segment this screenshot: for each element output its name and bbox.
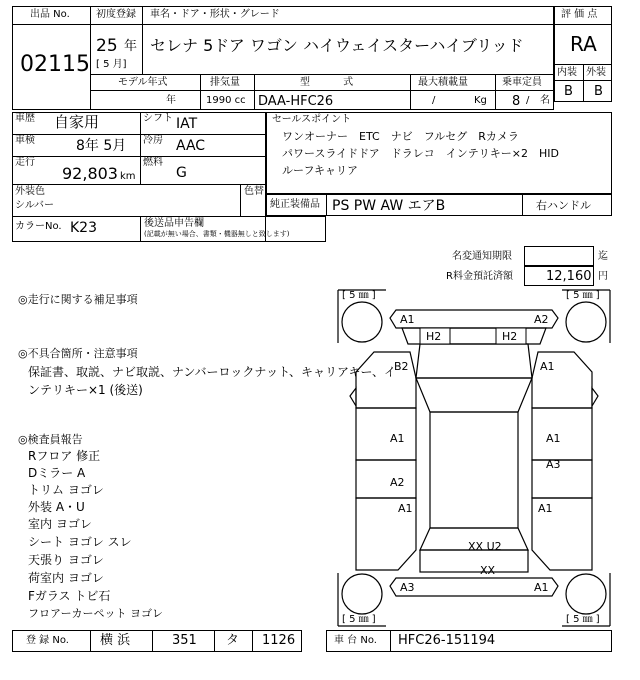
back-door (420, 550, 528, 572)
ac-label: 冷房 (143, 135, 163, 146)
inspector-line-2: Dミラー A (28, 466, 86, 480)
inspector-line-9: Fガラス トビ石 (28, 589, 111, 603)
model-year-unit: 年 (166, 95, 176, 106)
inspection-label: 車検 (15, 135, 35, 146)
tire-rear-left-depth: [ 5 ㎜ ] (342, 614, 376, 625)
color-no-label: カラーNo. (15, 221, 62, 232)
rear-door-right (532, 460, 592, 498)
max-load-value: / (432, 95, 436, 106)
first-reg-year: 25 (96, 36, 118, 56)
inspector-line-8: 荷室内 ヨゴレ (28, 571, 104, 585)
windshield (416, 378, 532, 412)
chassis-number: HFC26-151194 (398, 633, 496, 648)
mark-rear-bumper-right: A1 (534, 581, 549, 594)
defects-title: ◎不具合箇所・注意事項 (18, 347, 138, 360)
equipment-value: PS PW AW エアB (332, 198, 446, 214)
model-code: DAA-HFC26 (258, 94, 334, 109)
front-bumper (390, 310, 558, 328)
rear-door-left (356, 460, 416, 498)
name-change-unit: 迄 (598, 251, 608, 262)
mark-rear-door-left: A2 (390, 476, 405, 489)
mileage-unit: km (120, 171, 136, 182)
hood (416, 344, 532, 378)
inspector-line-7: 天張り ヨゴレ (28, 553, 104, 567)
inspector-title: ◎検査員報告 (18, 433, 83, 446)
inspector-line-5: 室内 ヨゴレ (28, 517, 92, 531)
chassis-label: 車 台 No. (334, 635, 377, 646)
lot-label: 出品 No. (30, 9, 70, 20)
running-notes-title: ◎走行に関する補足事項 (18, 293, 138, 306)
color-change-label: 色替 (244, 186, 264, 197)
exterior-label: 外装 (586, 67, 606, 78)
mark-front-fender-left: B2 (394, 360, 409, 373)
wheel-front-right (566, 302, 606, 342)
car-name: セレナ 5ドア ワゴン ハイウェイスターハイブリッド (150, 36, 524, 55)
front-door-left (356, 408, 416, 460)
shift-label: シフト (143, 113, 173, 124)
mark-back-door: XX (480, 564, 496, 577)
max-load-unit: Kg (474, 95, 487, 106)
displacement-value: 1990 cc (206, 95, 246, 106)
registration-kana: タ (226, 633, 240, 648)
inspector-line-1: Rフロア 修正 (28, 449, 101, 463)
tire-front-left-depth: [ 5 ㎜ ] (342, 290, 376, 301)
tire-front-right-depth: [ 5 ㎜ ] (566, 290, 600, 301)
exterior-grade: B (594, 84, 603, 99)
fuel-label: 燃料 (143, 157, 163, 168)
mark-front-bumper-left: A1 (400, 313, 415, 326)
name-change-label: 名変通知期限 (452, 251, 512, 262)
sales-line-2: パワースライドドア ドラレコ インテリキー×2 HID (282, 147, 559, 160)
model-label: 型 式 (300, 77, 354, 88)
mark-rear-door-right: A3 (546, 458, 561, 471)
mark-roof-rear: XX U2 (468, 540, 502, 553)
mirror-right (592, 388, 598, 406)
capacity-unit: 名 (540, 95, 550, 106)
inspector-line-3: トリム ヨゴレ (28, 483, 104, 497)
wheel-front-left (342, 302, 382, 342)
tire-rear-right-depth: [ 5 ㎜ ] (566, 614, 600, 625)
roof (430, 412, 518, 528)
shift-value: IAT (176, 116, 198, 132)
capacity-sep: / (526, 95, 530, 106)
history-label: 車歴 (15, 113, 35, 124)
sales-line-3: ルーフキャリア (282, 164, 359, 177)
registration-number: 1126 (262, 633, 296, 648)
displacement-label: 排気量 (210, 77, 240, 88)
equipment-label: 純正装備品 (270, 199, 320, 210)
first-reg-month: [ 5 月] (96, 59, 127, 70)
mark-front-fender-right: A1 (540, 360, 555, 373)
mirror-left (350, 388, 356, 406)
defects-line-2: ンテリキー×1 (後送) (28, 383, 143, 397)
recycle-unit: 円 (598, 271, 608, 282)
inspector-line-6: シート ヨゴレ スレ (28, 535, 132, 549)
fuel-value: G (176, 165, 187, 181)
name-change-box (524, 246, 594, 266)
defects-line-1: 保証書、取説、ナビ取説、ナンバーロックナット、キャリアキー、イ (28, 365, 397, 379)
color-value: シルバー (15, 200, 55, 211)
car-damage-diagram (336, 288, 612, 628)
grade-label: 評 価 点 (561, 9, 598, 20)
mark-front-bumper-right: A2 (534, 313, 549, 326)
rear-bumper (390, 578, 558, 596)
inspector-line-10: フロアーカーペット ヨゴレ (28, 607, 163, 620)
mark-grille-right: H2 (502, 330, 518, 343)
recycle-value: 12,160 (546, 269, 592, 284)
aftermarket-note: (記載が無い場合、書類・機器無しと致します) (144, 230, 290, 238)
first-reg-label: 初度登録 (96, 9, 136, 20)
interior-label: 内装 (557, 67, 577, 78)
wheel-rear-right (566, 574, 606, 614)
first-reg-year-unit: 年 (124, 39, 138, 54)
tire-brackets (338, 290, 610, 626)
car-name-label: 車名・ドア・形状・グレード (150, 9, 280, 20)
model-year-label: モデル年式 (118, 77, 168, 88)
mark-grille-left: H2 (426, 330, 442, 343)
mark-rear-bumper-left: A3 (400, 581, 415, 594)
wheel-rear-left (342, 574, 382, 614)
inspector-line-4: 外装 A・U (28, 500, 85, 514)
color-label: 外装色 (15, 186, 45, 197)
ac-value: AAC (176, 138, 206, 154)
interior-grade: B (564, 84, 573, 99)
front-door-right (532, 408, 592, 460)
inspection-value: 8年 5月 (76, 138, 127, 154)
mark-rear-fender-right: A1 (538, 502, 553, 515)
recycle-label: R料金預託済額 (446, 271, 513, 282)
steering-side: 右ハンドル (536, 199, 591, 212)
mileage-label: 走行 (15, 157, 35, 168)
registration-label: 登 録 No. (26, 635, 69, 646)
max-load-label: 最大積載量 (418, 77, 468, 88)
mark-rear-fender-left: A1 (398, 502, 413, 515)
sales-line-1: ワンオーナー ETC ナビ フルセグ Rカメラ (282, 130, 519, 143)
registration-area: 横 浜 (100, 633, 131, 648)
mark-front-door-right: A1 (546, 432, 561, 445)
grade-value: RA (570, 32, 597, 56)
mark-front-door-left: A1 (390, 432, 405, 445)
registration-class: 351 (172, 633, 197, 648)
capacity-label: 乗車定員 (502, 77, 542, 88)
history-value: 自家用 (54, 113, 100, 131)
capacity-value: 8 (512, 94, 521, 109)
sales-label: セールスポイント (272, 114, 352, 125)
color-no-value: K23 (70, 220, 97, 236)
lot-number: 02115 (20, 52, 90, 77)
aftermarket-label: 後送品申告欄 (144, 218, 204, 229)
mileage-value: 92,803 (62, 164, 118, 183)
